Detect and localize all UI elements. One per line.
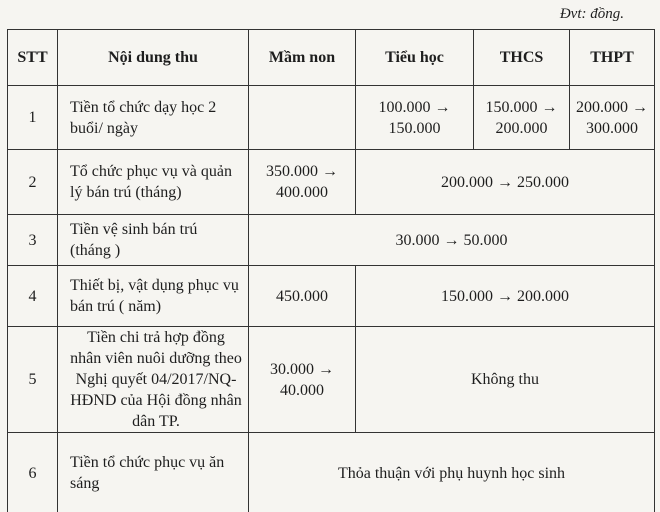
row-number: 1 (8, 86, 58, 150)
school-levels-value: 200.000 → 250.000 (356, 150, 655, 215)
mam-non-value: 450.000 (249, 266, 356, 327)
row-content: Tổ chức phục vụ và quản lý bán trú (tháng) (58, 150, 249, 215)
mam-non-value: 350.000 → 400.000 (249, 150, 356, 215)
mam-non-value (249, 86, 356, 150)
row-number: 5 (8, 327, 58, 433)
row-content: Tiền tổ chức dạy học 2 buổi/ ngày (58, 86, 249, 150)
table-row (8, 86, 655, 150)
all-levels-value: Thỏa thuận với phụ huynh học sinh (249, 433, 655, 512)
school-levels-value: 150.000 → 200.000 (356, 266, 655, 327)
row-number: 6 (8, 433, 58, 512)
thcs-value: 150.000 → 200.000 (474, 86, 570, 150)
mam-non-value: 30.000 → 40.000 (249, 327, 356, 433)
tieu-hoc-value: 100.000 → 150.000 (356, 86, 474, 150)
table-row (8, 266, 655, 327)
row-number: 2 (8, 150, 58, 215)
row-content: Tiền chi trả hợp đồng nhân viên nuôi dưỡng theo Nghị quyết 04/2017/NQ-HĐND của Hội đồng nhân dân TP. (58, 327, 249, 433)
table-row (8, 433, 655, 512)
table-row (8, 327, 655, 433)
row-number: 4 (8, 266, 58, 327)
school-levels-value: Không thu (356, 327, 655, 433)
row-number: 3 (8, 215, 58, 266)
header-thpt: THPT (570, 30, 655, 86)
table-row (8, 150, 655, 215)
all-levels-value: 30.000 → 50.000 (249, 215, 655, 266)
row-content: Thiết bị, vật dụng phục vụ bán trú ( năm) (58, 266, 249, 327)
row-content: Tiền tổ chức phục vụ ăn sáng (58, 433, 249, 512)
header-stt: STT (8, 30, 58, 86)
fee-table (7, 29, 655, 512)
header-row (8, 30, 655, 86)
header-content: Nội dung thu (58, 30, 249, 86)
header-thcs: THCS (474, 30, 570, 86)
row-content: Tiền vệ sinh bán trú (tháng ) (58, 215, 249, 266)
header-mam-non: Mầm non (249, 30, 356, 86)
table-row (8, 215, 655, 266)
unit-note: Đvt: đồng. (559, 6, 624, 22)
thpt-value: 200.000 → 300.000 (570, 86, 655, 150)
header-tieu-hoc: Tiểu học (356, 30, 474, 86)
